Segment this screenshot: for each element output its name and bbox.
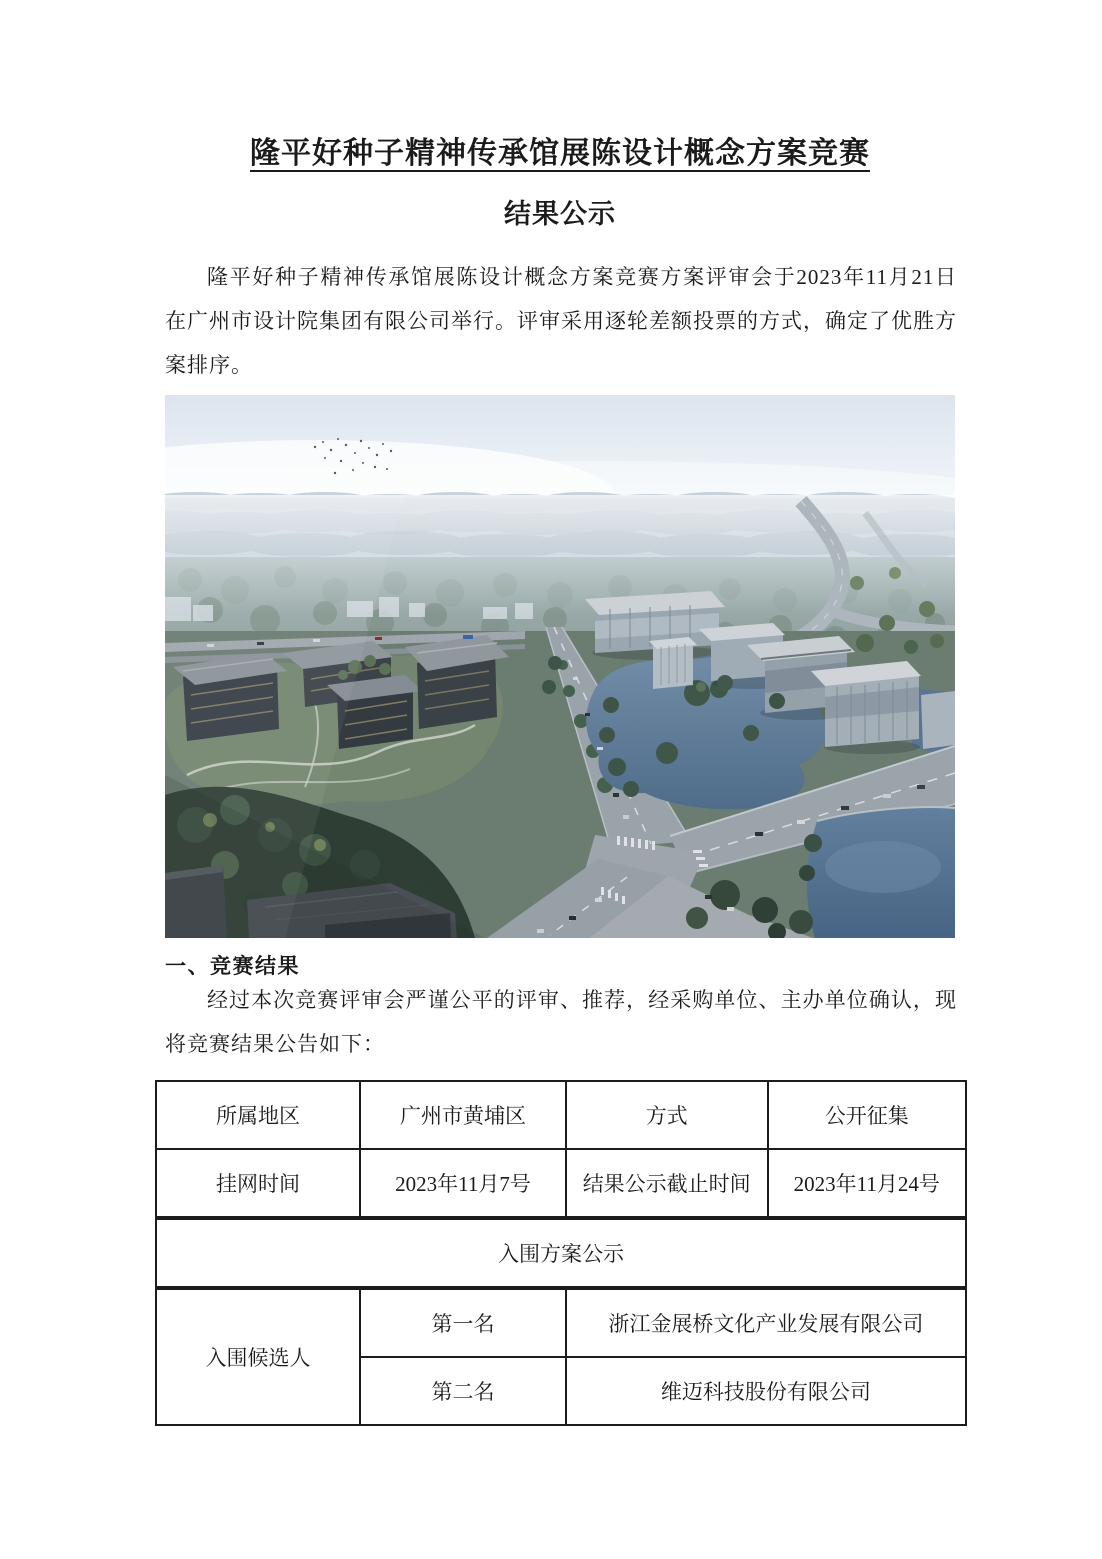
cell-region-label: 所属地区 [156, 1081, 360, 1149]
section-body: 经过本次竞赛评审会严谨公平的评审、推荐，经采购单位、主办单位确认，现将竞赛结果公告如下： [165, 988, 957, 1056]
cell-rank-2-company: 维迈科技股份有限公司 [566, 1357, 966, 1425]
table-row [156, 1081, 966, 1149]
cell-region-value: 广州市黄埔区 [360, 1081, 566, 1149]
cell-candidates-label: 入围候选人 [156, 1288, 360, 1425]
competition-result-table [155, 1080, 967, 1426]
cell-publish-value: 2023年11月7号 [360, 1149, 566, 1218]
table-row [156, 1149, 966, 1218]
cell-shortlist-banner: 入围方案公示 [156, 1218, 966, 1288]
cell-deadline-value: 2023年11月24号 [768, 1149, 966, 1218]
table-row [156, 1218, 966, 1288]
cell-rank-1-label: 第一名 [360, 1288, 566, 1357]
cell-deadline-label: 结果公示截止时间 [566, 1149, 768, 1218]
cell-method-label: 方式 [566, 1081, 768, 1149]
page-title-text: 隆平好种子精神传承馆展陈设计概念方案竞赛 [250, 137, 870, 170]
page-subtitle: 结果公示 [504, 199, 616, 229]
cell-publish-label: 挂网时间 [156, 1149, 360, 1218]
intro-paragraph: 隆平好种子精神传承馆展陈设计概念方案竞赛方案评审会于2023年11月21日在广州市设计院集团有限公司举行。评审采用逐轮差额投票的方式，确定了优胜方案排序。 [165, 265, 957, 377]
cell-rank-1-company: 浙江金展桥文化产业发展有限公司 [566, 1288, 966, 1357]
section-heading: 一、竞赛结果 [165, 954, 300, 978]
cell-method-value: 公开征集 [768, 1081, 966, 1149]
aerial-rendering-svg [165, 395, 955, 938]
table-row [156, 1288, 966, 1357]
page-title [165, 128, 955, 172]
cell-rank-2-label: 第二名 [360, 1357, 566, 1425]
aerial-rendering-image [165, 395, 955, 938]
